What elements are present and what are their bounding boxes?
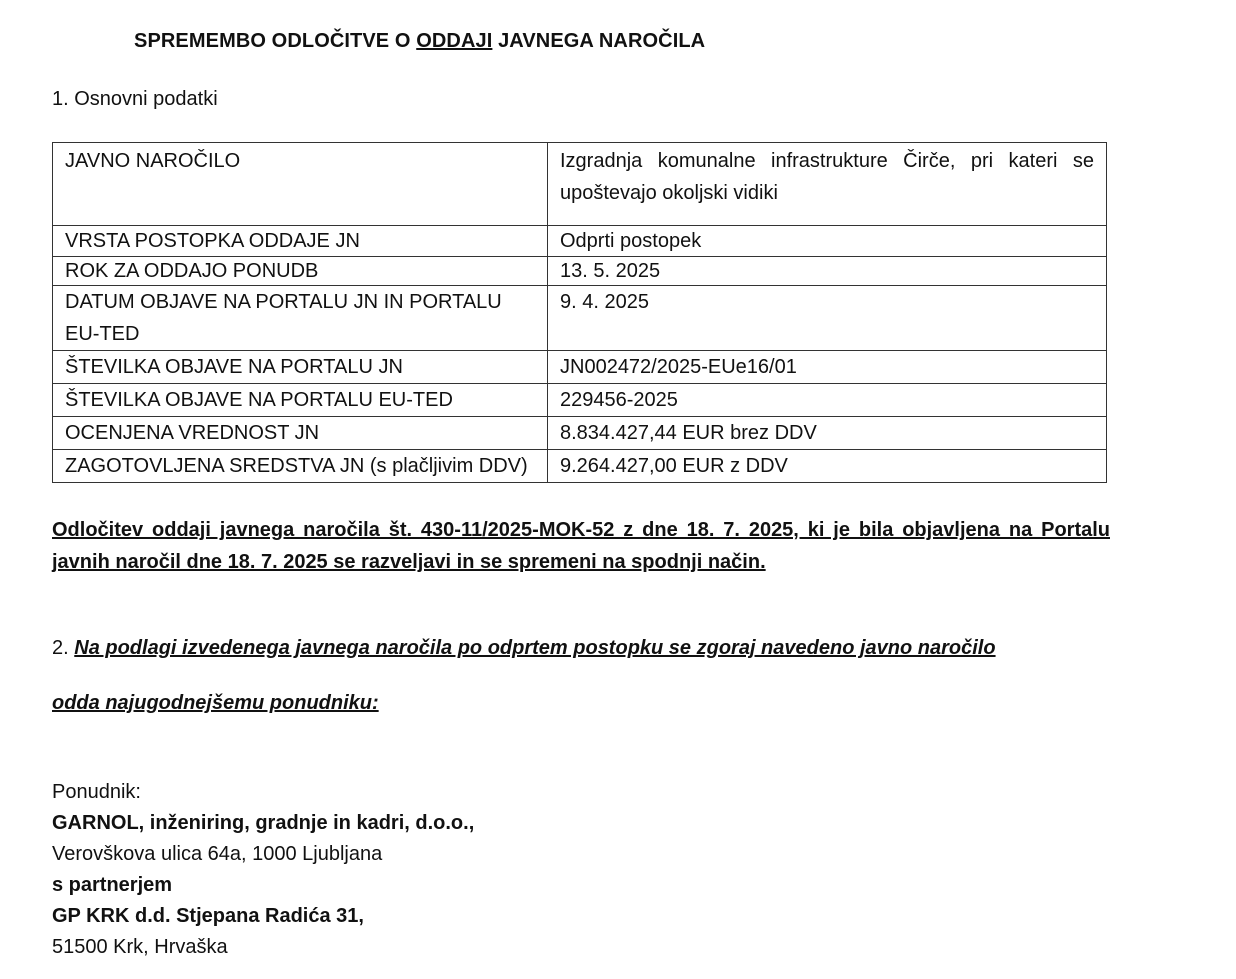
table-value: 9.264.427,00 EUR z DDV xyxy=(548,450,1107,483)
table-row xyxy=(53,143,1107,226)
table-value: Odprti postopek xyxy=(548,226,1107,257)
table-label: ŠTEVILKA OBJAVE NA PORTALU JN xyxy=(53,351,548,384)
title-part-1: SPREMEMBO ODLOČITVE O xyxy=(134,30,417,52)
table-row xyxy=(53,351,1107,384)
table-row xyxy=(53,226,1107,257)
table-row xyxy=(53,384,1107,417)
table-value: 8.834.427,44 EUR brez DDV xyxy=(548,417,1107,450)
table-label: ŠTEVILKA OBJAVE NA PORTALU EU-TED xyxy=(53,384,548,417)
document-title xyxy=(134,30,705,53)
section-2-line-1 xyxy=(52,637,996,660)
table-label: VRSTA POSTOPKA ODDAJE JN xyxy=(53,226,548,257)
table-label: ZAGOTOVLJENA SREDSTVA JN (s plačljivim DDV) xyxy=(53,450,548,483)
section-1-heading: 1. Osnovni podatki xyxy=(52,88,218,110)
title-part-3: JAVNEGA NAROČILA xyxy=(492,30,706,52)
table-value: JN002472/2025-EUe16/01 xyxy=(548,351,1107,384)
partner-address: 51500 Krk, Hrvaška xyxy=(52,936,228,958)
bidder-address: Verovškova ulica 64a, 1000 Ljubljana xyxy=(52,843,383,865)
table-row xyxy=(53,286,1107,351)
section-2-line-2: odda najugodnejšemu ponudniku: xyxy=(52,692,379,714)
section-2-number: 2. xyxy=(52,637,75,659)
table-row xyxy=(53,257,1107,286)
bidder-label: Ponudnik: xyxy=(52,781,141,803)
table-value: 9. 4. 2025 xyxy=(548,286,1107,351)
partner-name: GP KRK d.d. Stjepana Radića 31, xyxy=(52,905,364,927)
bidder-block xyxy=(52,777,474,963)
partner-label: s partnerjem xyxy=(52,874,173,896)
table-value: 13. 5. 2025 xyxy=(548,257,1107,286)
table-label: ROK ZA ODDAJO PONUDB xyxy=(53,257,548,286)
table-value: Izgradnja komunalne infrastrukture Čirče, pri kateri se upoštevajo okoljski vidiki xyxy=(548,143,1107,226)
table-label: OCENJENA VREDNOST JN xyxy=(53,417,548,450)
section-2-text: Na podlagi izvedenega javnega naročila po odprtem postopku se zgoraj navedeno javno naročilo xyxy=(74,637,996,659)
table-label: DATUM OBJAVE NA PORTALU JN IN PORTALU EU-TED xyxy=(53,286,548,351)
table-value: 229456-2025 xyxy=(548,384,1107,417)
decision-paragraph: Odločitev oddaji javnega naročila št. 430-11/2025-MOK-52 z dne 18. 7. 2025, ki je bila objavljena na Portalu javnih naročil dne 18. 7. 2025 se razveljavi in se spremeni na spodnji način. xyxy=(52,519,1110,573)
table-row xyxy=(53,417,1107,450)
table-label: JAVNO NAROČILO xyxy=(53,143,548,226)
table-row xyxy=(53,450,1107,483)
bidder-name: GARNOL, inženiring, gradnje in kadri, d.o.o., xyxy=(52,812,475,834)
basic-data-table xyxy=(52,142,1107,483)
title-part-underlined: ODDAJI xyxy=(416,30,493,52)
